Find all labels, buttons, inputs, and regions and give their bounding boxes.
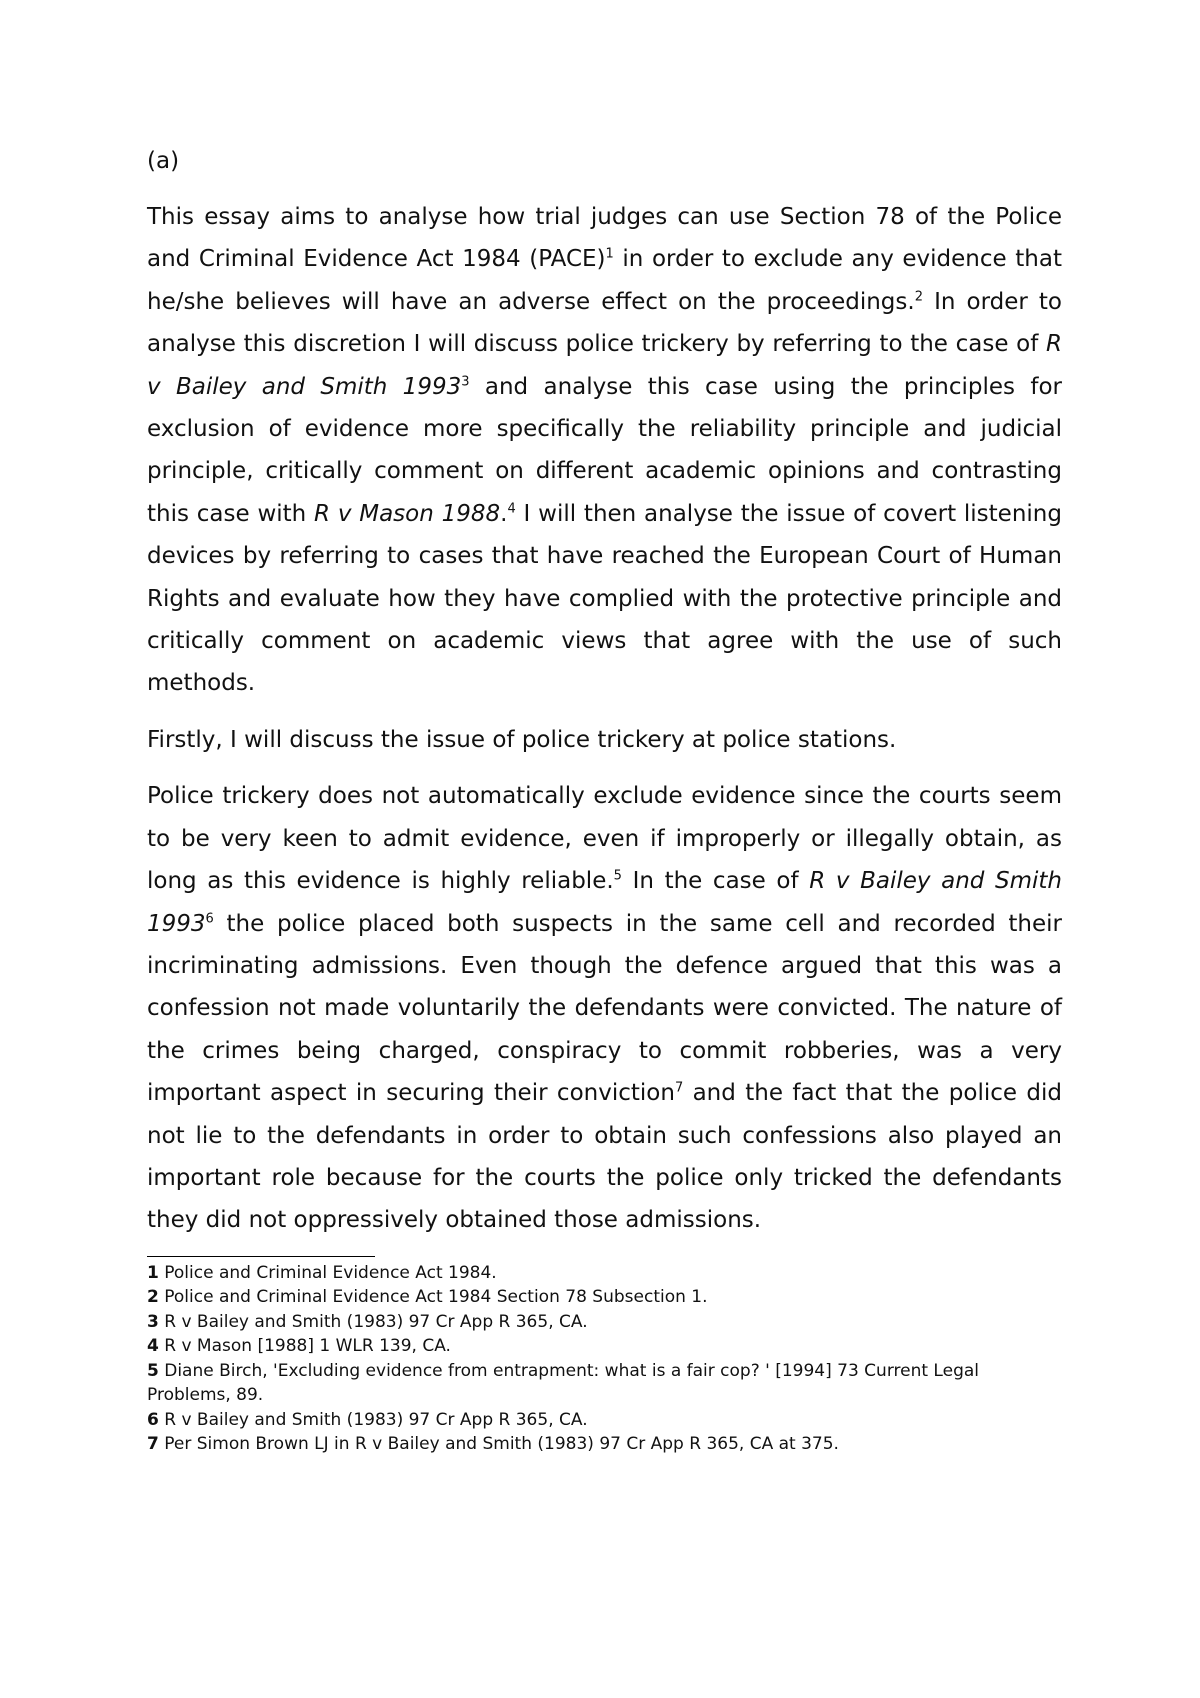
text-run: I will then analyse the issue of covert listening devices by referring to cases that have reached the European Court of Human Rights and evaluate how they have complied with the protective principle and critically comment on academic views that agree with the use of such methods. [147, 500, 1062, 697]
document-page [147, 140, 1062, 1457]
case-name: R v Mason 1988 [314, 500, 501, 527]
section-heading: (a) [147, 148, 180, 174]
footnote-ref[interactable]: 6 [205, 910, 214, 926]
footnote-divider [147, 1256, 375, 1257]
footnotes [147, 1261, 1062, 1457]
footnote-text: Diane Birch, 'Excluding evidence from entrapment: what is a fair cop? ' [1994] 73 Current Legal Problems, 89. [147, 1360, 979, 1406]
footnote [147, 1310, 1062, 1335]
footnote-ref[interactable]: 7 [674, 1080, 684, 1096]
text-run: In order to analyse this discretion I will discuss police trickery by referring to the case of [147, 288, 1063, 358]
footnote-number: 5 [147, 1360, 159, 1381]
footnote [147, 1334, 1062, 1359]
footnote [147, 1408, 1062, 1433]
text-run: and analyse this case using the principles for exclusion of evidence more specifically the reliability principle and judicial principle, critically comment on different academic opinions and contrasting this case with [147, 373, 1062, 527]
footnote-ref[interactable]: 4 [507, 501, 516, 517]
footnote-text: Police and Criminal Evidence Act 1984 Section 78 Subsection 1. [158, 1287, 708, 1308]
transition-paragraph [147, 719, 1062, 761]
footnote-text: R v Bailey and Smith (1983) 97 Cr App R 365, CA. [158, 1409, 588, 1430]
footnote [147, 1432, 1062, 1457]
footnote-number: 3 [147, 1311, 159, 1332]
case-name: R v Bailey and Smith 1993 [147, 331, 1062, 400]
footnote-number: 1 [147, 1262, 159, 1283]
footnote-text: R v Mason [1988] 1 WLR 139, CA. [158, 1336, 451, 1357]
footnote-number: 2 [147, 1287, 159, 1308]
footnote-number: 7 [147, 1434, 159, 1455]
footnote-text: R v Bailey and Smith (1983) 97 Cr App R 365, CA. [158, 1311, 588, 1332]
footnote-ref[interactable]: 1 [605, 246, 614, 262]
footnote-ref[interactable]: 2 [914, 289, 923, 305]
text-run: This essay aims to analyse how trial judges can use Section 78 of the Police and Criminal Evidence Act 1984 (PACE) [147, 204, 1062, 273]
footnote-number: 4 [147, 1336, 159, 1357]
text-run: . [500, 500, 508, 527]
footnote-number: 6 [147, 1409, 159, 1430]
text-run: in order to exclude any evidence that he/she believes will have an adverse effect on the proceedings. [147, 246, 1062, 315]
case-name: R v Bailey and Smith 1993 [147, 868, 1063, 937]
intro-paragraph [147, 196, 1062, 705]
footnote-text: Police and Criminal Evidence Act 1984. [158, 1262, 497, 1283]
footnote [147, 1261, 1062, 1286]
text-run: and the fact that the police did not lie to the defendants in order to obtain such confessions also played an important role because for the courts the police only tricked the defendants they did not oppressively obtained those admissions. [147, 1080, 1062, 1234]
text-run: the police placed both suspects in the same cell and recorded their incriminating admissions. Even though the defence argued that this was a confession not made voluntarily the defendants were convicted. The nature of the crimes being charged, conspiracy to commit robberies, was a very important aspect in securing their conviction [147, 910, 1062, 1107]
footnote-ref[interactable]: 5 [613, 868, 622, 884]
text-run: In the case of [621, 868, 810, 895]
footnote-ref[interactable]: 3 [461, 373, 470, 389]
footnote-text: Per Simon Brown LJ in R v Bailey and Smith (1983) 97 Cr App R 365, CA at 375. [158, 1434, 839, 1455]
text-run: Firstly, I will discuss the issue of police trickery at police stations. [147, 726, 897, 753]
footnote [147, 1285, 1062, 1310]
text-run: Police trickery does not automatically exclude evidence since the courts seem to be very keen to admit evidence, even if improperly or illegally obtain, as long as this evidence is highly reliable. [147, 783, 1062, 895]
body-paragraph [147, 775, 1062, 1241]
footnote [147, 1359, 1062, 1408]
